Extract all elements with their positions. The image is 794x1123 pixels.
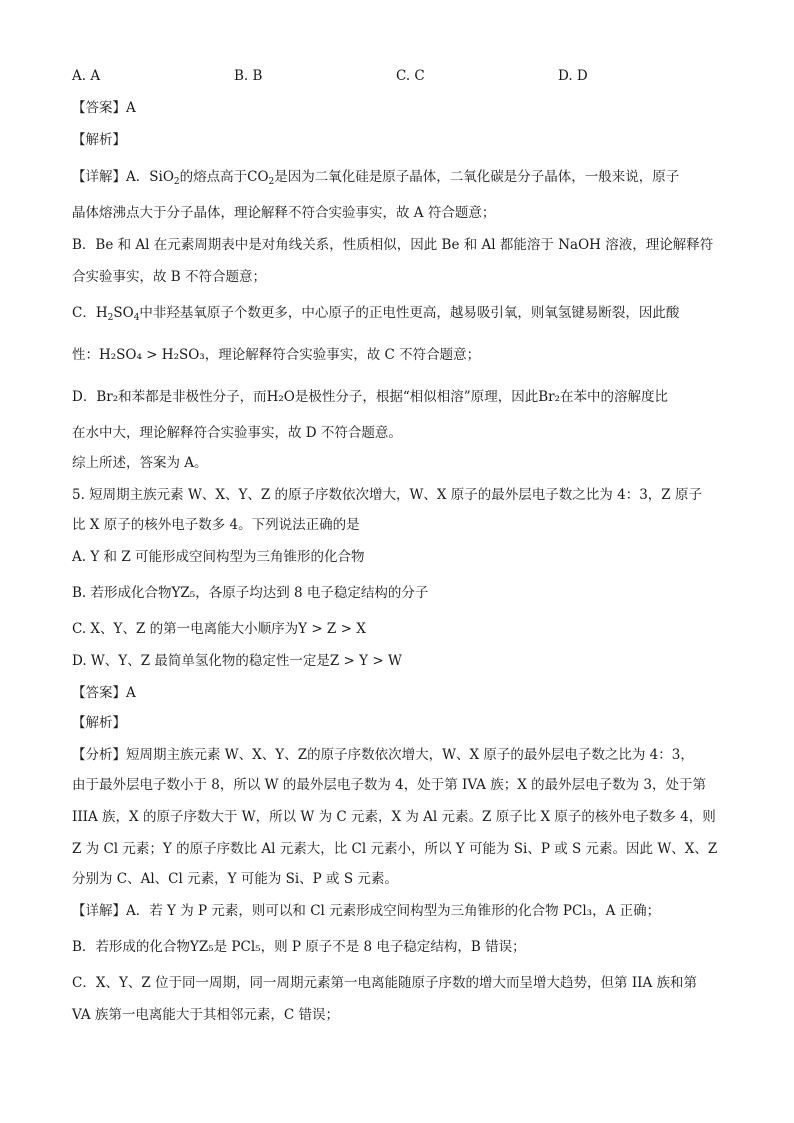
q5-fenxi-line: Z 为 Cl 元素；Y 的原子序数比 Al 元素大，比 Cl 元素小，所以 Y 可能为 Si、P 或 S 元素。因此 W、X、Z: [72, 841, 718, 857]
q5-option-a: A. Y 和 Z 可能形成空间构型为三角锥形的化合物: [72, 549, 365, 565]
detail-a-rest: 是因为二氧化硅是原子晶体，二氧化碳是分子晶体，一般来说，原子: [274, 169, 680, 185]
q5-option-c-prefix: C. X、Y、Z 的第一电离能大小顺序为: [72, 621, 299, 637]
q5-stem-line1: 5. 短周期主族元素 W、X、Y、Z 的原子序数依次增大，W、X 原子的最外层电子数之比为 4：3，Z 原子: [72, 487, 702, 503]
formula-br2-second: Br₂: [538, 389, 560, 405]
q4-option-a: A. A: [72, 68, 101, 84]
detail-d-rest2: 在苯中的溶解度比: [560, 389, 668, 405]
q5-answer: 【答案】A: [72, 685, 136, 701]
detail-d-rest: 是极性分子，根据“相似相溶”原理，因此: [294, 389, 539, 405]
detail-a-prefix: 【详解】A．: [72, 169, 150, 185]
detail-c-prefix: C．: [72, 305, 96, 321]
q5-option-b: [72, 584, 428, 602]
q4-detail-d-line2: 在水中大，理论解释符合实验事实，故 D 不符合题意。: [72, 425, 402, 441]
q5-detail-c-line1: C．X、Y、Z 位于同一周期，同一周期元素第一电离能随原子序数的增大而呈增大趋势，但第 IIA 族和第: [72, 975, 698, 991]
q4-detail-a-line2: 晶体熔沸点大于分子晶体，理论解释不符合实验事实，故 A 符合题意；: [72, 205, 496, 221]
formula-yz5-detail: YZ₅: [189, 939, 214, 955]
q5-analysis-label: 【解析】: [72, 715, 126, 731]
q5-stem-line2: 比 X 原子的核外电子数多 4。下列说法正确的是: [72, 517, 360, 533]
q4-answer: 【答案】A: [72, 100, 136, 116]
formula-yz5: YZ₅: [171, 585, 196, 601]
q5-detail-c-line2: VA 族第一电离能大于其相邻元素，C 错误；: [72, 1007, 339, 1023]
q5-fenxi-line: 由于最外层电子数小于 8，所以 W 的最外层电子数为 4，处于第 IVA 族；X 的最外层电子数为 3，处于第: [72, 777, 706, 793]
q5-detail-b: [72, 938, 526, 956]
formula-h2so4: $H_2SO_4$: [95, 305, 140, 323]
q4-detail-a-line1: [72, 168, 679, 186]
formula-h2o: H₂O: [266, 389, 295, 405]
formula-co2: $CO_2$: [247, 169, 275, 187]
q5-option-d-prefix: D. W、Y、Z 最简单氢化物的稳定性一定是: [72, 653, 330, 669]
q5-detail-b-prefix: B．若形成的化合物: [72, 939, 190, 955]
detail-c-rest: 中非羟基氧原子个数更多，中心原子的正电性更高，越易吸引氧，则氧氢键易断裂，因此酸: [139, 305, 680, 321]
q4-option-c: C. C: [396, 68, 425, 84]
q4-detail-c-line2: [72, 346, 480, 364]
q5-fenxi-line: IIIA 族，X 的原子序数大于 W，所以 W 为 C 元素，X 为 Al 元素。Z 原子比 X 原子的核外电子数多 4，则: [72, 809, 716, 825]
q5-option-d: [72, 652, 402, 670]
q4-detail-c-line1: [72, 304, 679, 322]
detail-d-mid: 和苯都是非极性分子，而: [118, 389, 267, 405]
q4-detail-b-line1: B．Be 和 Al 在元素周期表中是对角线关系，性质相似，因此 Be 和 Al 都能溶于 NaOH 溶液，理论解释符: [72, 237, 714, 253]
formula-acid-order: H₂SO₄ > H₂SO₃: [99, 347, 205, 363]
q4-option-d: D. D: [558, 68, 588, 84]
q5-fenxi-line: 分别为 C、Al、Cl 元素，Y 可能为 Si、P 或 S 元素。: [72, 871, 398, 887]
q5-detail-b-rest: 是 PCl₅，则 P 原子不是 8 电子稳定结构，B 错误；: [213, 939, 526, 955]
q4-detail-d-line1: [72, 388, 668, 406]
formula-ionization-order: Y > Z > X: [298, 621, 366, 637]
q5-detail-a: 【详解】A．若 Y 为 P 元素，则可以和 Cl 元素形成空间构型为三角锥形的化合物 PCl₃，A 正确；: [72, 903, 661, 919]
q4-summary: 综上所述，答案为 A。: [72, 455, 208, 471]
detail-c2-prefix: 性：: [72, 347, 99, 363]
q4-analysis-label: 【解析】: [72, 132, 126, 148]
q5-option-b-prefix: B. 若形成化合物: [72, 585, 172, 601]
detail-a-mid: 的熔点高于: [179, 169, 248, 185]
formula-br2: Br₂: [96, 389, 119, 405]
detail-c2-rest: ，理论解释符合实验事实，故 C 不符合题意；: [204, 347, 481, 363]
detail-d-prefix: D．: [72, 389, 97, 405]
q5-fenxi-line: 【分析】短周期主族元素 W、X、Y、Z的原子序数依次增大，W、X 原子的最外层电子数之比为 4：3，: [72, 747, 694, 763]
q4-option-b: B. B: [234, 68, 263, 84]
q5-option-b-rest: ，各原子均达到 8 电子稳定结构的分子: [195, 585, 429, 601]
q5-option-c: [72, 620, 366, 638]
q4-detail-b-line2: 合实验事实，故 B 不符合题意；: [72, 269, 267, 285]
formula-sio2: SiO$_2$: [149, 169, 180, 187]
formula-stability-order: Z > Y > W: [329, 653, 402, 669]
